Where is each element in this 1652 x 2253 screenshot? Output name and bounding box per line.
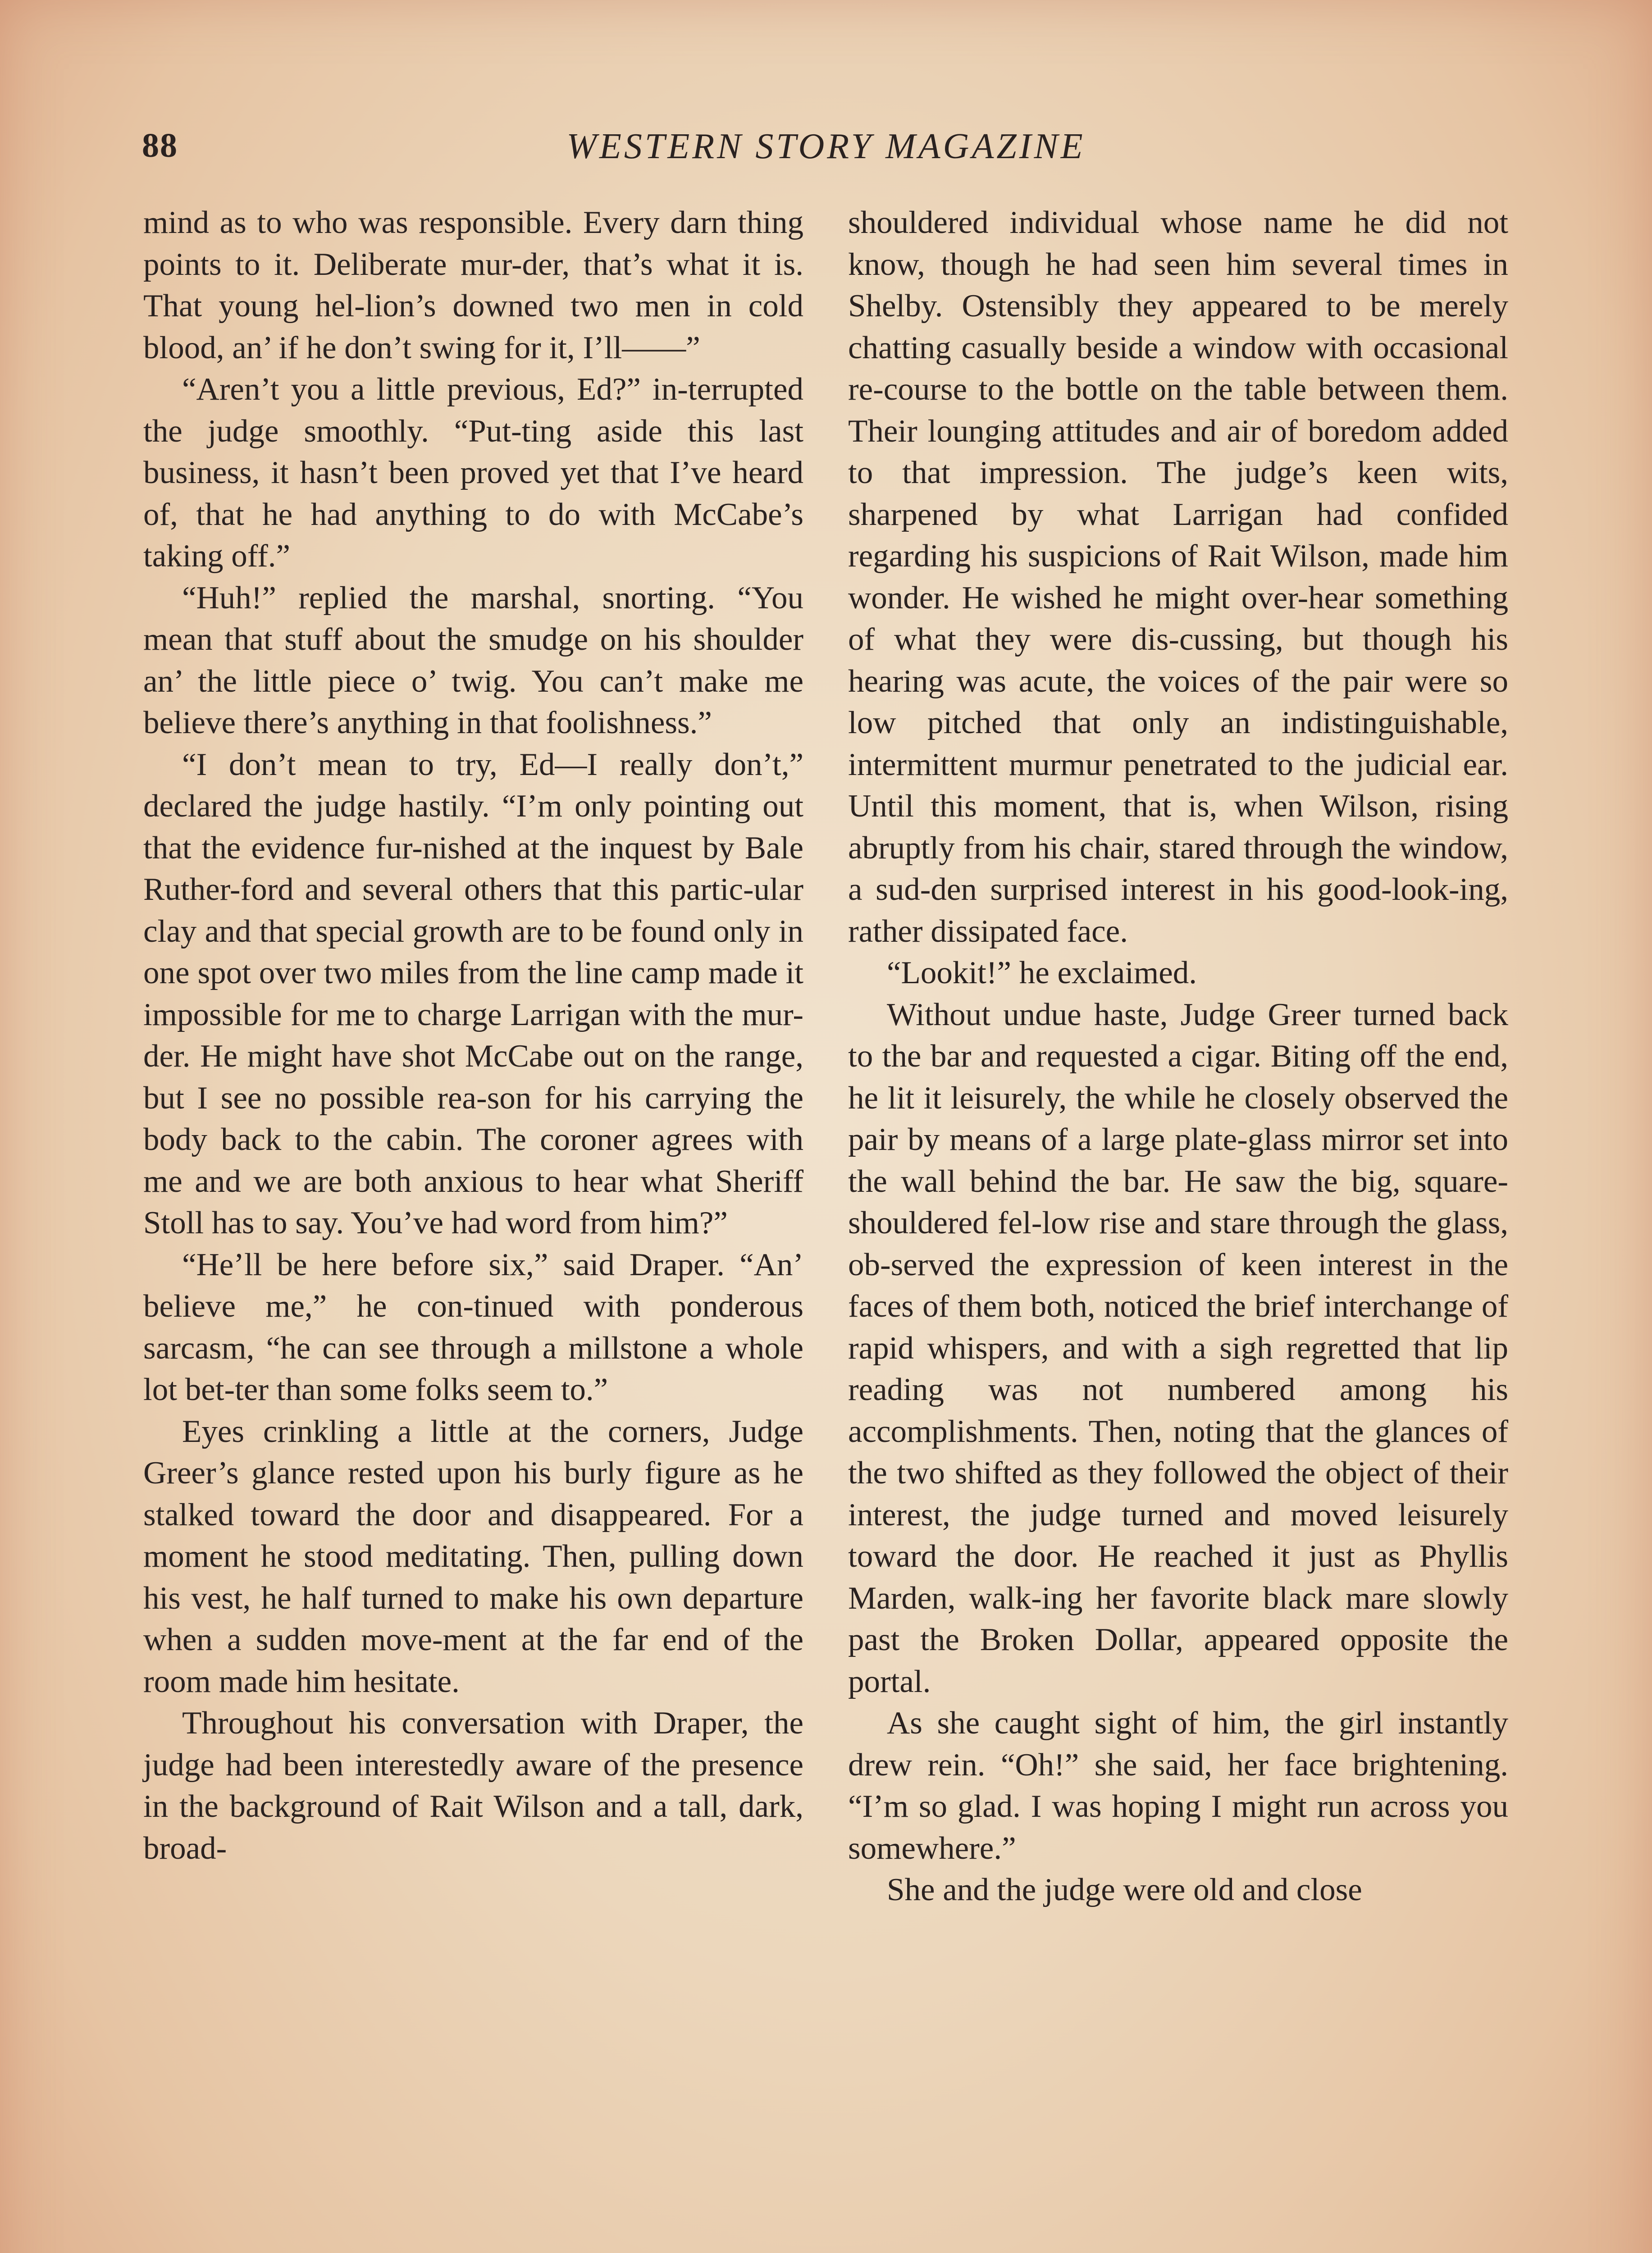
paragraph: Throughout his conversation with Draper, the judge had been interestedly aware of the presence in the background of Rait Wilson and a tall, dark, broad- — [143, 1706, 803, 1866]
paragraph: As she caught sight of him, the girl instantly drew rein. “Oh!” she said, her face brightening. “I’m so glad. I was hoping I might run across you somewhere.” — [848, 1706, 1508, 1866]
paragraph: “Huh!” replied the marshal, snorting. “You mean that stuff about the smudge on his shoulder an’ the little piece o’ twig. You can’t make me believe there’s anything in that foolishness.” — [143, 580, 803, 740]
paragraph: “He’ll be here before six,” said Draper. “An’ believe me,” he con-tinued with ponderous sarcasm, “he can see through a millstone a whole lot bet-ter than some folks seem to.” — [143, 1247, 803, 1407]
paragraph: “Aren’t you a little previous, Ed?” in-terrupted the judge smoothly. “Put-ting aside this last business, it hasn’t been proved yet that I’ve heard of, that he had anything to do with McCabe’s taking off.” — [143, 372, 803, 574]
running-title: WESTERN STORY MAGAZINE — [566, 127, 1086, 166]
paragraph: mind as to who was responsible. Every darn thing points to it. Deliberate mur-der, that’s what it is. That young hel-lion’s downed two men in cold blood, an’ if he don’t swing for it, I’ll——” — [143, 205, 803, 365]
paragraph: She and the judge were old and close — [887, 1872, 1362, 1907]
page-header — [142, 122, 1510, 171]
paragraph: shouldered individual whose name he did not know, though he had seen him several times in Shelby. Ostensibly they appeared to be merely chatting casually beside a window with occasional re-course to the bottle on the table between them. Their lounging attitudes and air of boredom added to that impression. The judge’s keen wits, sharpened by what Larrigan had confided regarding his suspicions of Rait Wilson, made him wonder. He wished he might over-hear something of what they were dis-cussing, but though his hearing was acute, the voices of the pair were so low pitched that only an indistinguishable, intermittent murmur penetrated to the judicial ear. Until this moment, that is, when Wilson, rising abruptly from his chair, stared through the window, a sud-den surprised interest in his good-look-ing, rather dissipated face. — [848, 205, 1508, 949]
paragraph: Without undue haste, Judge Greer turned back to the bar and requested a cigar. Biting off the end, he lit it leisurely, the while he closely observed the pair by means of a large plate-glass mirror set into the wall behind the bar. He saw the big, square-shouldered fel-low rise and stare through the glass, ob-served the expression of keen interest in the faces of them both, noticed the brief interchange of rapid whispers, and with a sigh regretted that lip reading was not numbered among his accomplishments. Then, noting that the glances of the two shifted as they followed the object of their interest, the judge turned and moved leisurely toward the door. He reached it just as Phyllis Marden, walk-ing her favorite black mare slowly past the Broken Dollar, appeared opposite the portal. — [848, 997, 1508, 1699]
paragraph: Eyes crinkling a little at the corners, Judge Greer’s glance rested upon his burly figure as he stalked toward the door and disappeared. For a moment he stood meditating. Then, pulling down his vest, he half turned to make his own departure when a sudden move-ment at the far end of the room made him hesitate. — [143, 1414, 803, 1699]
paragraph: “Lookit!” he exclaimed. — [887, 955, 1197, 990]
right-column — [848, 202, 1508, 1911]
page-number: 88 — [142, 127, 178, 164]
paragraph: “I don’t mean to try, Ed—I really don’t,” declared the judge hastily. “I’m only pointing out that the evidence fur-nished at the inquest by Bale Ruther-ford and several others that this partic-ular clay and that special growth are to be found only in one spot over two miles from the line camp made it impossible for me to charge Larrigan with the mur-der. He might have shot McCabe out on the range, but I see no possible rea-son for his carrying the body back to the cabin. The coroner agrees with me and we are both anxious to hear what Sheriff Stoll has to say. You’ve had word from him?” — [143, 747, 803, 1241]
left-column — [143, 202, 803, 1869]
